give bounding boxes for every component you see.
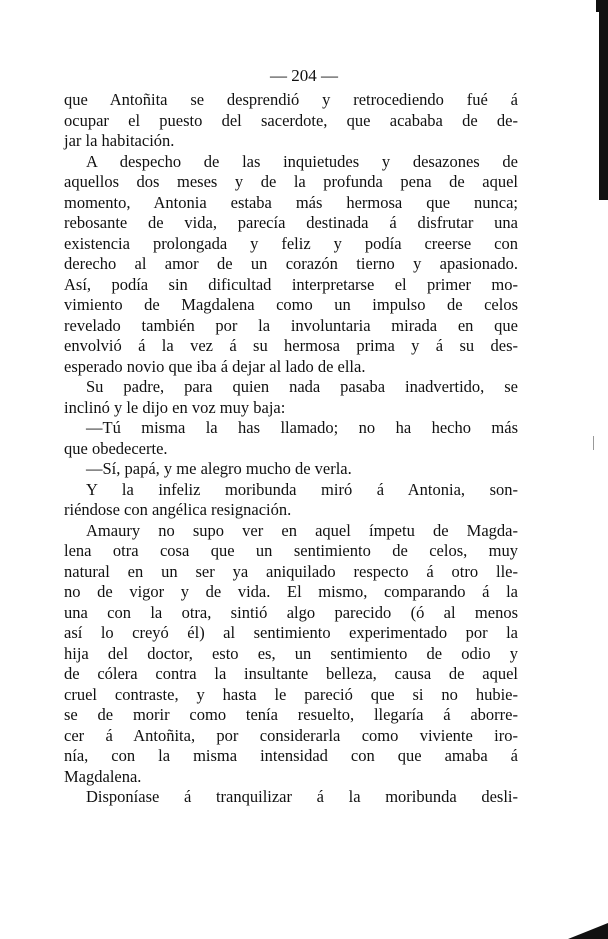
scan-artifact [593,436,594,450]
text-line: riéndose con angélica resignación. [64,500,292,519]
text-line: que Antoñita se desprendió y retrocediendo fué á [64,90,518,109]
text-line: nía, con la misma intensidad con que amaba á [64,746,518,765]
text-line: envolvió á la vez á su hermosa prima y á su des- [64,336,518,355]
text-line: —Sí, papá, y me alegro mucho de verla. [86,459,352,478]
text-line: vimiento de Magdalena como un impulso de celos [64,295,518,314]
text-line: revelado también por la involuntaria mirada en que [64,315,518,335]
scan-corner-mark [568,923,608,939]
scan-edge-mark [599,0,608,200]
text-line: A despecho de las inquietudes y desazones de [86,151,518,171]
text-line: hija del doctor, esto es, un sentimiento de odio y [64,643,518,663]
text-line: Disponíase á tranquilizar á la moribunda desli- [86,787,518,806]
text-line: ocupar el puesto del sacerdote, que acababa de de- [64,110,518,130]
text-line: derecho al amor de un corazón tierno y apasionado. [64,254,518,273]
text-line: —Tú misma la has llamado; no ha hecho más [86,418,518,437]
text-line: Así, podía sin dificultad interpretarse el primer mo- [64,274,518,294]
text-line: natural en un ser ya aniquilado respecto á otro lle- [64,561,518,581]
text-line: lena otra cosa que un sentimiento de celos, muy [64,541,518,560]
text-line: esperado novio que iba á dejar al lado de ella. [64,356,366,376]
text-line: cruel contraste, y hasta le pareció que si no hubie- [64,684,518,704]
text-line: que obedecerte. [64,438,168,458]
text-line: jar la habitación. [64,131,175,150]
text-line: no de vigor y de vida. El mismo, comparando á la [64,582,518,601]
text-line: Y la infeliz moribunda miró á Antonia, son- [86,479,518,499]
text-line: Magdalena. [64,766,142,786]
text-line: cer á Antoñita, por considerarla como viviente iro- [64,725,518,745]
text-line: se de morir como tenía resuelto, llegaría á aborre- [64,705,518,724]
text-line: momento, Antonia estaba más hermosa que nunca; [64,192,518,212]
text-line: Su padre, para quien nada pasaba inadvertido, se [86,377,518,396]
body-text [64,90,518,808]
text-line: aquellos dos meses y de la profunda pena de aquel [64,172,518,191]
text-line: inclinó y le dijo en voz muy baja: [64,397,286,417]
text-line: así lo creyó él) al sentimiento experimentado por la [64,623,518,642]
text-line: Amaury no supo ver en aquel ímpetu de Magda- [86,520,518,540]
page-number: — 204 — [270,66,338,85]
text-line: de cólera contra la insultante belleza, causa de aquel [64,664,518,683]
text-line: rebosante de vida, parecía destinada á disfrutar una [64,213,518,232]
text-line: una con la otra, sintió algo parecido (ó al menos [64,602,518,622]
scan-edge-mark-top [596,0,599,12]
text-line: existencia prolongada y feliz y podía creerse con [64,233,518,253]
